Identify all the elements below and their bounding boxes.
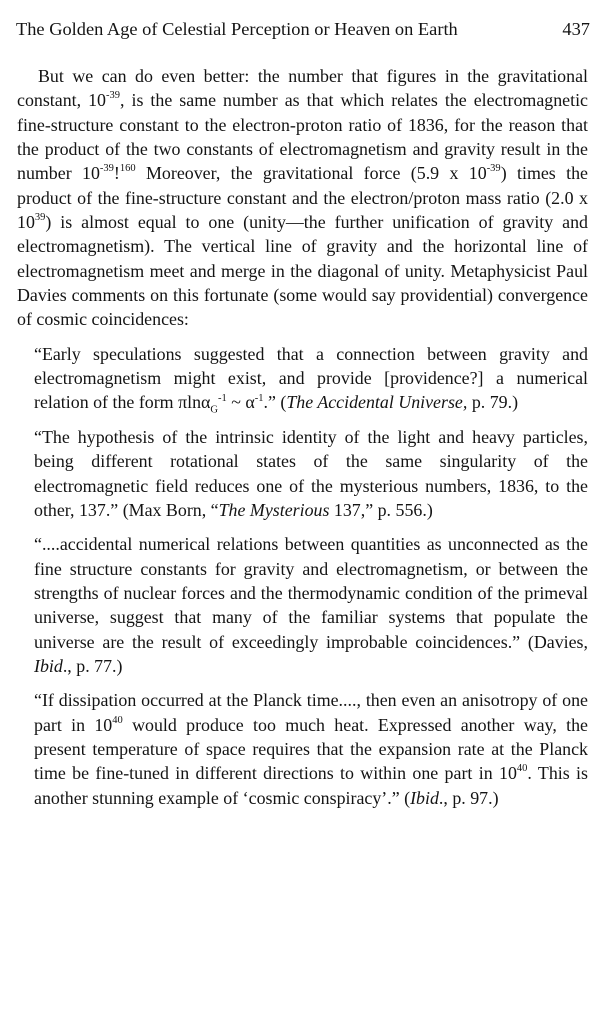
page-number: 437 — [562, 19, 590, 39]
superscript: -39 — [99, 163, 114, 175]
main-paragraph — [17, 64, 588, 332]
text-run: p. 79.) — [467, 392, 519, 413]
subscript: G — [210, 405, 218, 417]
text-run: ~ α — [226, 392, 255, 413]
text-run: “....accidental numerical relations between quantities as unconnected as the fine structure constants for gravity and electromagnetism, or between the strengths of nuclear forces and the thermodynamic condition of the primeval universe, suggest that many of the familiar systems that populate the universe are the result of exceedingly improbable coincidences.” (Davies, — [34, 534, 588, 652]
superscript: -1 — [254, 392, 264, 404]
superscript: 40 — [516, 763, 528, 775]
cited-title: The Mysterious — [218, 499, 330, 520]
text-run: But we can do even better: the number that figures in the gravitational constant, 10 — [17, 66, 588, 111]
text-run: ) times the product of the fine-structure constant and the electron/proton mass ratio (2.0 x 10 — [17, 163, 588, 233]
text-run: “Early speculations suggested that a connection between gravity and electromagnetism might exist, and provide [providence?] a numerical relation of the form πlnα — [34, 343, 588, 413]
superscript: -1 — [217, 392, 227, 404]
text-run: ., p. 97.) — [438, 787, 499, 808]
body-text — [17, 64, 588, 810]
cited-title: Ibid — [410, 787, 439, 808]
text-run: Moreover, the gravitational force (5.9 x 10 — [135, 163, 487, 184]
superscript: 40 — [112, 714, 123, 726]
text-run: .” ( — [263, 392, 287, 413]
text-run: ., p. 77.) — [62, 655, 123, 676]
footnote-marker: 160 — [119, 163, 136, 175]
text-run: ) is almost equal to one (unity—the further unification of gravity and electromagnetism). The vertical line of gravity and the horizontal line of electromagnetism meet and merge in the diagonal of unity. Metaphysicist Paul Davies comments on this fortunate (some would say providential) convergence of cosmic coincidences: — [17, 212, 588, 330]
superscript: -39 — [106, 90, 120, 102]
quote-1 — [34, 342, 588, 415]
text-run: 137,” p. 556.) — [329, 499, 433, 520]
text-run: would produce too much heat. Expressed another way, the present temperature of space requires that the expansion rate at the Planck time be fine-tuned in different directions to within one part in 10 — [34, 714, 588, 784]
superscript: 39 — [34, 212, 46, 224]
superscript: -39 — [486, 163, 501, 175]
running-title: The Golden Age of Celestial Perception or Heaven on Earth — [16, 19, 458, 39]
quote-3 — [34, 532, 588, 678]
text-run: ! — [113, 163, 120, 184]
text-run: “If dissipation occurred at the Planck time...., then even an anisotropy of one part in 10 — [34, 690, 588, 735]
text-run: , is the same number as that which relates the electromagnetic fine-structure constant to the electron-proton ratio of 1836, for the reason that the product of the two constants of electromagnetism and gravity result in the number 10 — [17, 90, 588, 184]
quote-2 — [34, 425, 588, 522]
quote-4 — [34, 688, 588, 810]
running-header — [16, 16, 590, 42]
text-run: “The hypothesis of the intrinsic identity of the light and heavy particles, being different rotational states of the same singularity of the electromagnetic field reduces one of the mysterious numbers, 1836, to the other, 137.” (Max Born, “ — [34, 426, 588, 520]
cited-title: Ibid — [34, 655, 63, 676]
text-run: . This is another stunning example of ‘cosmic conspiracy’.” ( — [34, 763, 588, 808]
cited-title: The Accidental Universe, — [286, 392, 468, 413]
